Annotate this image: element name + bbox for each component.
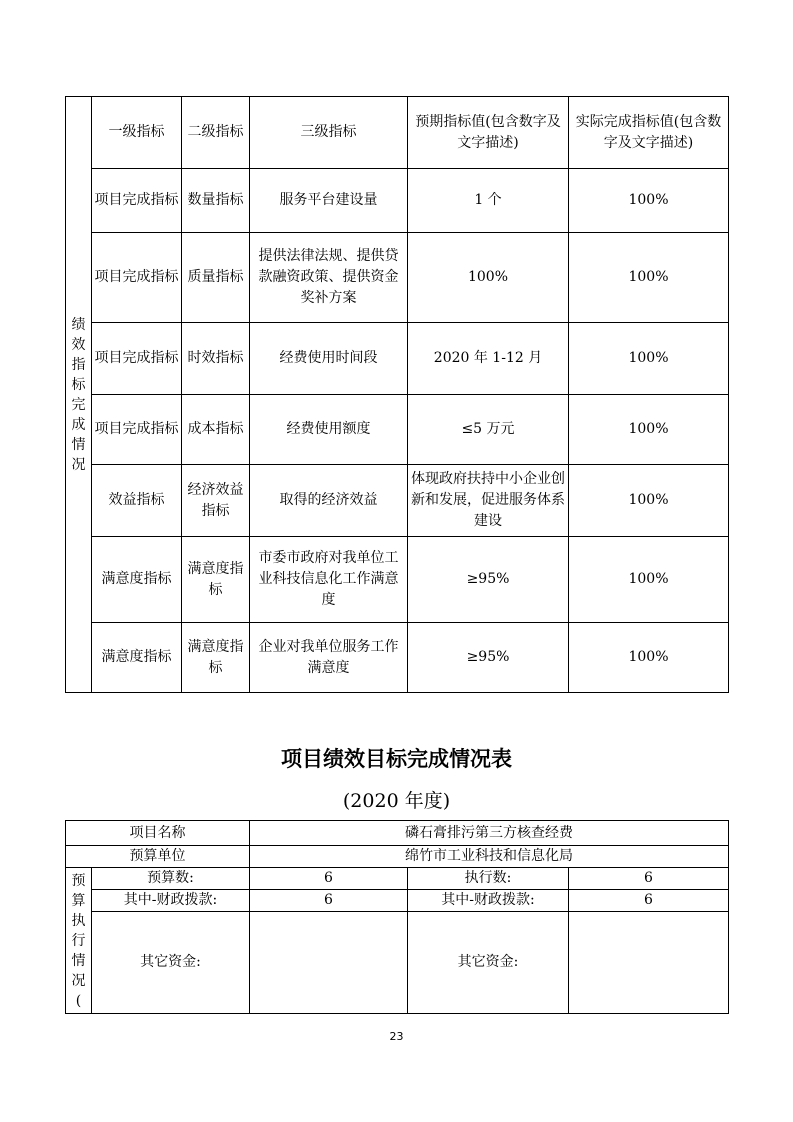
indicator-expected: ≥95% xyxy=(408,537,569,623)
side-label-char: ( xyxy=(75,992,82,1009)
indicator-table xyxy=(65,96,729,693)
indicator-level1: 项目完成指标 xyxy=(92,233,182,323)
indicator-level2: 成本指标 xyxy=(182,395,250,465)
indicator-level1: 效益指标 xyxy=(92,465,182,537)
fiscal-exec-label: 其中-财政拨款: xyxy=(408,890,569,912)
indicator-level3: 经费使用时间段 xyxy=(250,323,408,395)
header-level3: 三级指标 xyxy=(250,97,408,169)
indicator-header-row xyxy=(66,97,729,169)
indicator-actual: 100% xyxy=(569,465,729,537)
indicator-level3: 提供法律法规、提供贷款融资政策、提供资金奖补方案 xyxy=(250,233,408,323)
budget-value: 6 xyxy=(250,868,408,890)
page-subtitle: (2020 年度) xyxy=(342,790,451,812)
indicator-level2: 数量指标 xyxy=(182,169,250,233)
indicator-row xyxy=(66,537,729,623)
indicator-level2: 满意度指标 xyxy=(182,537,250,623)
header-expected: 预期指标值(包含数字及文字描述) xyxy=(408,97,569,169)
side-label-char: 预 xyxy=(71,872,86,889)
other-funds-exec-value xyxy=(569,912,729,1014)
indicator-expected: ≤5 万元 xyxy=(408,395,569,465)
side-label-char: 行 xyxy=(71,932,86,949)
other-funds-row xyxy=(66,912,729,1014)
indicator-row xyxy=(66,233,729,323)
indicator-level1: 项目完成指标 xyxy=(92,169,182,233)
other-funds-exec-label: 其它资金: xyxy=(408,912,569,1014)
header-actual: 实际完成指标值(包含数字及文字描述) xyxy=(569,97,729,169)
side-label-char: 效 xyxy=(71,336,86,353)
project-name-label: 项目名称 xyxy=(66,821,250,846)
indicator-row xyxy=(66,465,729,537)
side-label-char: 情 xyxy=(71,436,86,453)
indicator-expected: 100% xyxy=(408,233,569,323)
other-funds-value xyxy=(250,912,408,1014)
execution-label: 执行数: xyxy=(408,868,569,890)
indicator-level2: 经济效益指标 xyxy=(182,465,250,537)
budget-unit-row xyxy=(66,846,729,868)
indicator-actual: 100% xyxy=(569,323,729,395)
page-number: 23 xyxy=(389,1030,404,1043)
indicator-actual: 100% xyxy=(569,537,729,623)
fiscal-row xyxy=(66,890,729,912)
budget-unit-label: 预算单位 xyxy=(66,846,250,868)
indicator-level2: 质量指标 xyxy=(182,233,250,323)
indicator-actual: 100% xyxy=(569,395,729,465)
indicator-level1: 满意度指标 xyxy=(92,623,182,693)
indicator-level3: 取得的经济效益 xyxy=(250,465,408,537)
fiscal-value: 6 xyxy=(250,890,408,912)
indicator-level1: 满意度指标 xyxy=(92,537,182,623)
project-name-value: 磷石膏排污第三方核查经费 xyxy=(250,821,729,846)
budget-unit-value: 绵竹市工业科技和信息化局 xyxy=(250,846,729,868)
indicator-level1: 项目完成指标 xyxy=(92,395,182,465)
side-label-char: 完 xyxy=(71,396,86,413)
indicator-row xyxy=(66,623,729,693)
side-label-char: 标 xyxy=(71,376,86,393)
indicator-expected: 体现政府扶持中小企业创新和发展，促进服务体系建设 xyxy=(408,465,569,537)
side-label-char: 算 xyxy=(71,892,86,909)
fiscal-exec-value: 6 xyxy=(569,890,729,912)
indicator-level3: 服务平台建设量 xyxy=(250,169,408,233)
fiscal-label: 其中-财政拨款: xyxy=(92,890,250,912)
other-funds-label: 其它资金: xyxy=(92,912,250,1014)
indicator-level1: 项目完成指标 xyxy=(92,323,182,395)
budget-label: 预算数: xyxy=(92,868,250,890)
budget-row xyxy=(66,868,729,890)
side-label-char: 况 xyxy=(71,972,86,989)
side-label-char: 指 xyxy=(71,356,86,373)
indicator-level2: 满意度指标 xyxy=(182,623,250,693)
indicator-actual: 100% xyxy=(569,233,729,323)
indicator-row xyxy=(66,395,729,465)
indicator-row xyxy=(66,323,729,395)
indicator-level2: 时效指标 xyxy=(182,323,250,395)
indicator-expected: 1 个 xyxy=(408,169,569,233)
indicator-expected: 2020 年 1-12 月 xyxy=(408,323,569,395)
indicator-level3: 市委市政府对我单位工业科技信息化工作满意度 xyxy=(250,537,408,623)
indicator-row xyxy=(66,169,729,233)
project-table xyxy=(65,820,729,1014)
execution-value: 6 xyxy=(569,868,729,890)
side-label-char: 绩 xyxy=(71,316,86,333)
indicator-actual: 100% xyxy=(569,623,729,693)
side-label-char: 况 xyxy=(71,456,86,473)
performance-side-label xyxy=(66,97,92,693)
budget-execution-side-label xyxy=(66,868,92,1014)
indicator-level3: 经费使用额度 xyxy=(250,395,408,465)
indicator-expected: ≥95% xyxy=(408,623,569,693)
side-label-char: 执 xyxy=(71,912,86,929)
side-label-char: 成 xyxy=(71,416,86,433)
indicator-actual: 100% xyxy=(569,169,729,233)
project-name-row xyxy=(66,821,729,846)
side-label-char: 情 xyxy=(71,952,86,969)
indicator-level3: 企业对我单位服务工作满意度 xyxy=(250,623,408,693)
header-level1: 一级指标 xyxy=(92,97,182,169)
page-title: 项目绩效目标完成情况表 xyxy=(281,747,512,771)
header-level2: 二级指标 xyxy=(182,97,250,169)
